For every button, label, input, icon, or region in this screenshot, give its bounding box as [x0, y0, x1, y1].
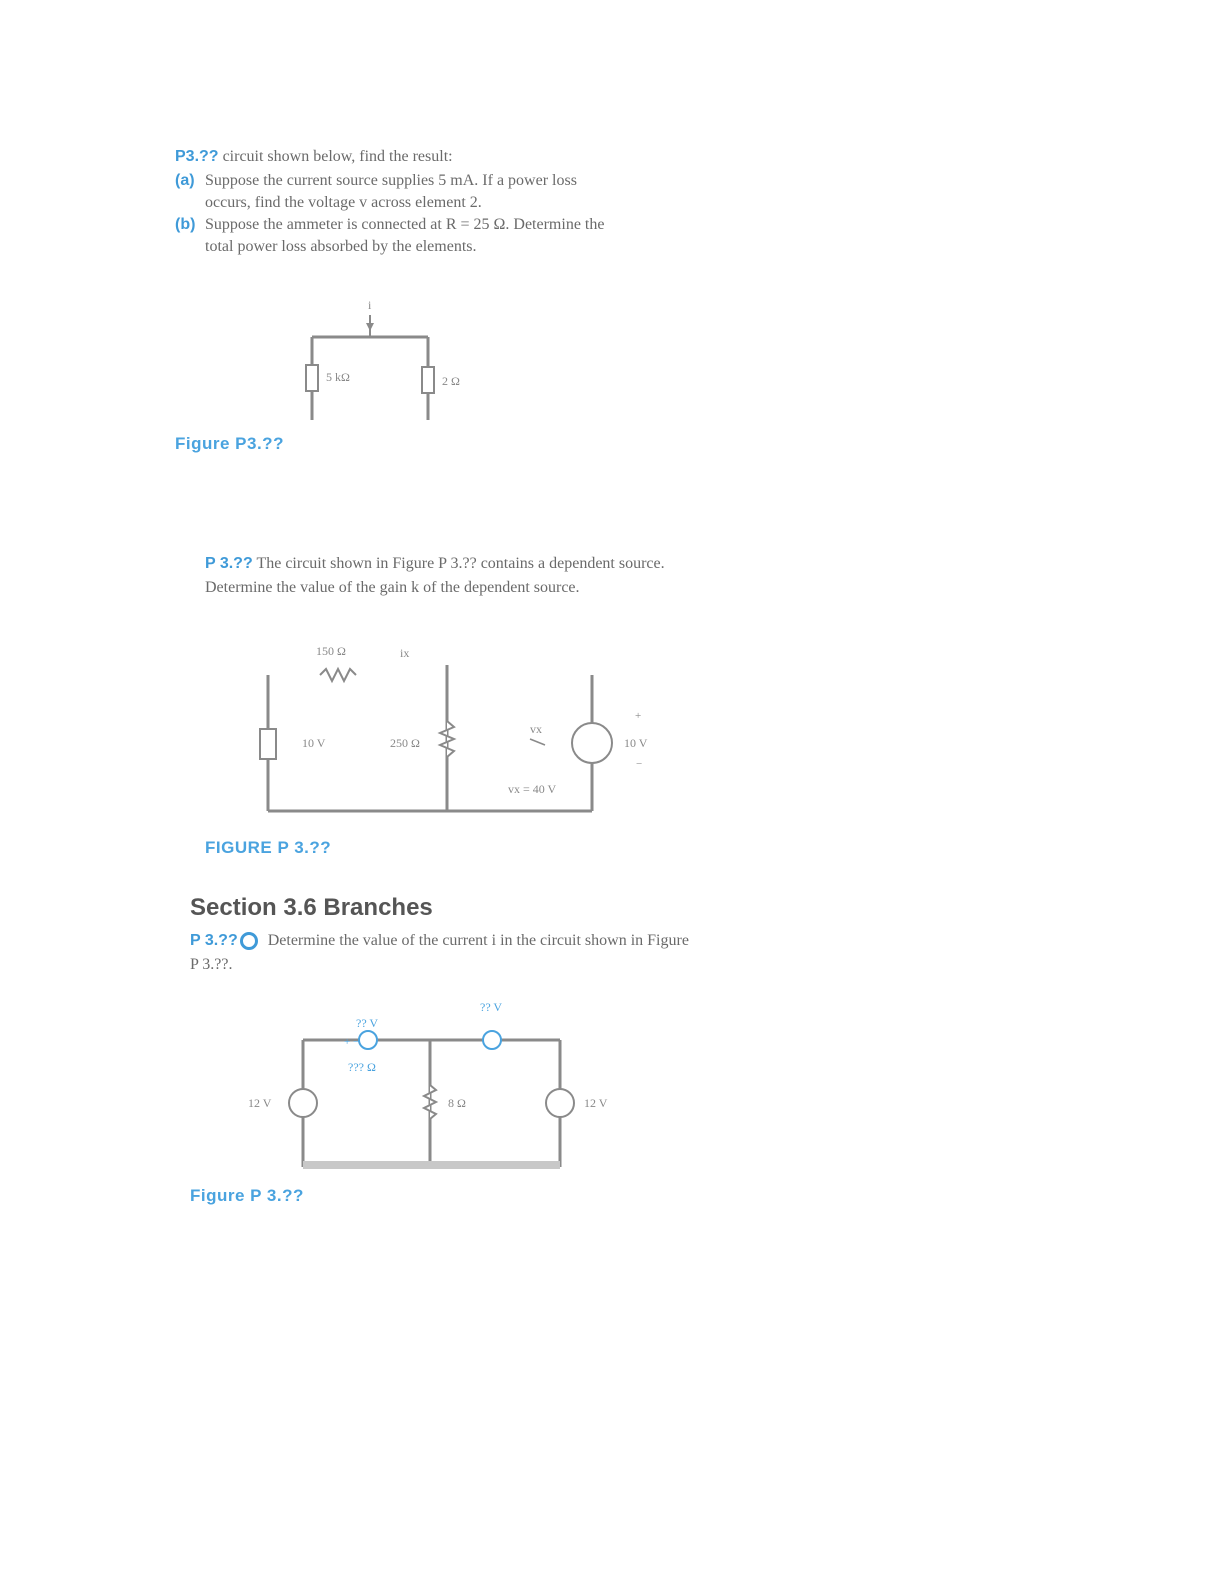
problem-3-text: Determine the value of the current i in the circuit shown in Figure P 3.??.: [190, 932, 689, 973]
figure-3-circuit: [240, 995, 640, 1180]
figure-3-label-below1: ??? Ω: [348, 1060, 376, 1074]
problem-1-part-a: (a) Suppose the current source supplies 5 mA. If a power loss occurs, find the voltage v across element 2.: [175, 172, 577, 211]
problem-3: [190, 929, 690, 977]
figure-1-label-top: i: [368, 298, 372, 312]
figure-3-label-top2: ?? V: [480, 1000, 503, 1014]
figure-2-label-v1: 10 V: [302, 736, 326, 750]
figure-2-label-r-mid: 250 Ω: [390, 736, 420, 750]
problem-1-part-b: (b) Suppose the ammeter is connected at R = 25 Ω. Determine the total power loss absorbed by the elements.: [175, 216, 605, 255]
figure-3-label-v-left: 12 V: [248, 1096, 272, 1110]
problem-2-text: The circuit shown in Figure P 3.?? contains a dependent source. Determine the value of the gain k of the dependent source.: [205, 555, 665, 596]
interactive-icon[interactable]: [240, 932, 258, 950]
problem-2: [205, 552, 715, 600]
figure-2-label-dep: 10 V: [624, 736, 648, 750]
figure-1-caption: Figure P3.??: [175, 434, 284, 453]
figure-1-circuit: [290, 295, 510, 425]
figure-2-label-dep-ctrl: vx: [530, 722, 542, 736]
problem-1: [175, 146, 615, 258]
figure-1-label-left: 5 kΩ: [326, 370, 350, 384]
problem-3-number: P 3.??: [190, 932, 238, 949]
figure-2-label-bottom: vx = 40 V: [508, 782, 557, 796]
figure-3-caption: Figure P 3.??: [190, 1186, 304, 1205]
problem-1-stem: [175, 146, 615, 168]
figure-2-label-plus: +: [635, 710, 642, 722]
problem-1-number: P3.??: [175, 148, 219, 165]
figure-3-label-top1: ?? V: [356, 1016, 379, 1030]
figure-2-caption: FIGURE P 3.??: [205, 838, 332, 857]
figure-3-label-v-right: 12 V: [584, 1096, 608, 1110]
section-heading: Section 3.6 Branches: [190, 894, 433, 921]
problem-1-text: circuit shown below, find the result:: [222, 148, 453, 165]
figure-3-label-top1b: + −: [344, 1036, 360, 1048]
figure-1-label-right: 2 Ω: [442, 374, 460, 388]
figure-2-label-ix: ix: [400, 646, 410, 660]
figure-2-circuit: [240, 635, 680, 825]
figure-2-label-r-top: 150 Ω: [316, 644, 346, 658]
figure-2-label-minus: −: [636, 758, 643, 770]
figure-3-label-r-mid: 8 Ω: [448, 1096, 466, 1110]
problem-2-number: P 3.??: [205, 555, 253, 572]
